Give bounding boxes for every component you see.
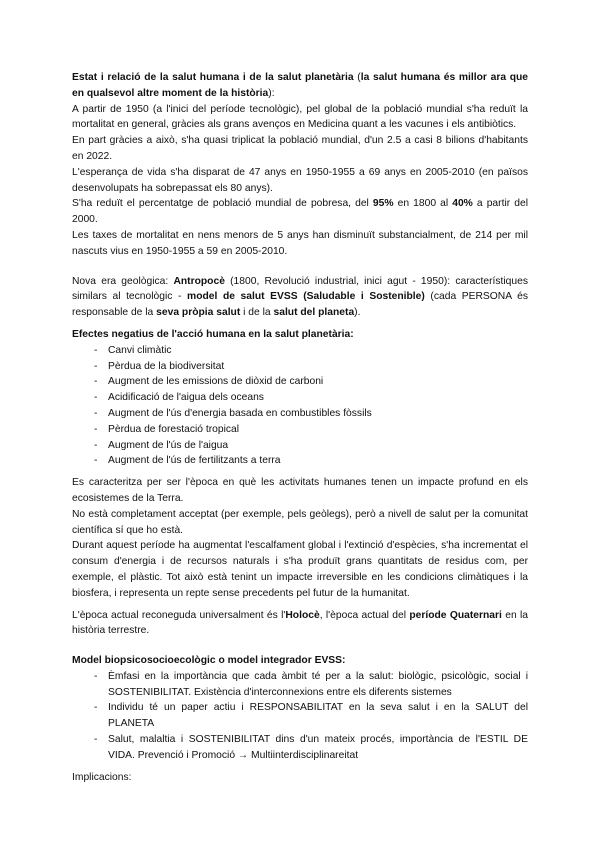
- list-item: - Èmfasi en la importància que cada àmbit té per a la salut: biològic, psicològic, social i SOSTENIBILITAT. Existència d'interconnexions entre els diferents sistemes: [94, 669, 528, 701]
- document-page: [72, 70, 528, 785]
- list-item: - Augment de l'ús d'energia basada en combustibles fòssils: [94, 406, 528, 422]
- list-item: - Pèrdua de la biodiversitat: [94, 359, 528, 375]
- section3-heading: Efectes negatius de l'acció humana en la salut planetària:: [72, 328, 354, 340]
- implications-label: Implicacions:: [72, 771, 132, 783]
- paragraph-anthropocene: Nova era geològica: Antropocè (1800, Revolució industrial, inici agut - 1950): característiques similars al tecnològic - model de salut EVSS (Saludable i Sostenible) (cada PERSONA és responsable de la seva pròpia salut i de la salut del planeta).: [72, 275, 529, 319]
- list-item: - Augment de les emissions de diòxid de carboni: [94, 374, 528, 390]
- paragraph-characterized: Es caracteritza per ser l'època en què les activitats humanes tenen un impacte profund en els ecosistemes de la Terra.: [72, 477, 528, 504]
- list-item: - Pèrdua de forestació tropical: [94, 422, 528, 438]
- paragraph-mortality: A partir de 1950 (a l'inici del període tecnològic), pel global de la població mundial s'ha reduït la mortalitat en general, gràcies als grans avenços en Medicina quant a les vacunes i els antibiòtics.: [72, 103, 528, 131]
- paragraph-poverty: S'ha reduït el percentatge de població mundial de pobresa, del 95% en 1800 al 40% a partir del 2000.: [72, 198, 528, 226]
- list-item: - Acidificació de l'aigua dels oceans: [94, 390, 528, 406]
- paragraph-child-mortality: Les taxes de mortalitat en nens menors de 5 anys han disminuït substancialment, de 214 per mil nascuts vius en 1950-1955 a 59 en 2005-2010.: [72, 229, 528, 257]
- list-item: - Augment de l'ús de l'aigua: [94, 438, 528, 454]
- list-item: - Individu té un paper actiu i RESPONSABILITAT en la seva salut i en la SALUT del PLANETA: [94, 700, 528, 732]
- list-item: - Augment de l'ús de fertilitzants a terra: [94, 453, 528, 469]
- list-item: - Salut, malaltia i SOSTENIBILITAT dins d'un mateix procés, importància de l'ESTIL DE VIDA. Prevenció i Promoció → Multiinterdisciplinareitat: [94, 732, 528, 764]
- list-item: - Canvi climàtic: [94, 343, 528, 359]
- negative-effects-list: [72, 343, 528, 469]
- section1-heading: Estat i relació de la salut humana i de la salut planetària (la salut humana és millor ara que en qualsevol altre moment de la història):: [72, 72, 529, 99]
- paragraph-accepted: No està completament acceptat (per exemple, pels geòlegs), però a nivell de salut per la comunitat científica sí que ho està.: [72, 508, 528, 536]
- evss-model-list: [72, 669, 528, 764]
- paragraph-holocene: L'època actual reconeguda universalment és l'Holocè, l'època actual del període Quaternari en la història terrestre.: [72, 609, 528, 637]
- paragraph-population: En part gràcies a això, s'ha quasi triplicat la població mundial, d'un 2.5 a casi 8 bilions d'habitants en 2022.: [72, 135, 528, 162]
- paragraph-global-warming: Durant aquest període ha augmentat l'escalfament global i l'extinció d'espècies, s'ha incrementat el consum d'energia i de recursos naturals i s'ha produït grans quantitats de residus com, per exemple, el plàstic. Tot això està tenint un impacte irreversible en les condicions climàtiques i la biosfera, i representa un repte sense precedents pel futur de la humanitat.: [72, 540, 528, 599]
- paragraph-life-expectancy: L'esperança de vida s'ha disparat de 47 anys en 1950-1955 a 69 anys en 2005-2010 (en països desenvolupats ha sobrepassat els 80 anys).: [72, 166, 528, 194]
- section4-heading: Model biopsicosocioecològic o model integrador EVSS:: [72, 655, 346, 667]
